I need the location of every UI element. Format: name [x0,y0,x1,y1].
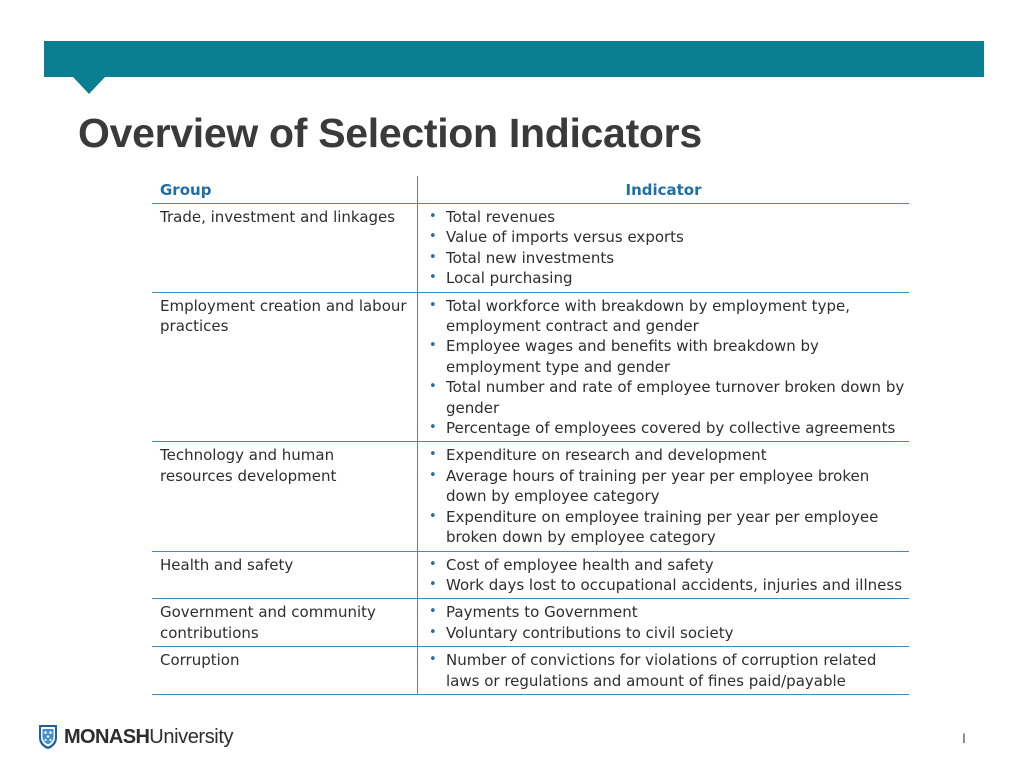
logo-wordmark-monash: MONASH [64,725,150,748]
group-column-header: Group [152,176,418,204]
group-cell: Government and community contributions [152,599,418,647]
indicator-text: Total new investments [446,248,615,267]
bullet-icon: • [429,576,437,592]
banner-notch [73,77,105,94]
indicator-item [426,575,905,595]
bullet-icon: • [429,467,437,483]
indicator-item [426,445,905,465]
indicators-table-container [152,176,909,695]
bullet-icon: • [429,338,437,354]
indicator-list [426,602,905,643]
indicator-item [426,418,905,438]
monash-university-logo [38,722,233,752]
group-cell: Technology and human resources development [152,442,418,551]
indicator-text: Employee wages and benefits with breakdown by employment type and gender [446,337,819,376]
indicator-list [426,445,905,547]
indicator-item [426,623,905,643]
table-row [152,599,909,647]
table-row [152,204,909,293]
bullet-icon: • [429,508,437,524]
table-row [152,551,909,599]
bullet-icon: • [429,604,437,620]
indicator-text: Total revenues [446,208,556,226]
indicator-item [426,207,905,227]
indicator-item [426,377,905,418]
bullet-icon: • [429,379,437,395]
logo-wordmark-university: University [149,725,234,748]
indicator-item [426,602,905,622]
bullet-icon: • [429,624,437,640]
table-body [152,204,909,695]
indicator-item [426,507,905,548]
page-title: Overview of Selection Indicators [78,110,702,156]
bullet-icon: • [429,249,437,265]
indicator-text: Cost of employee health and safety [446,555,714,574]
bullet-icon: • [429,229,437,245]
indicator-item [426,336,905,377]
indicator-column-header: Indicator [418,176,910,204]
monash-crest-icon [38,724,58,750]
bullet-icon: • [429,420,437,436]
indicator-cell [418,551,910,599]
table-header-row [152,176,909,204]
bullet-icon: • [429,297,437,313]
indicator-list [426,555,905,596]
indicator-list [426,650,905,691]
indicator-cell [418,442,910,551]
indicator-item [426,248,905,268]
indicator-text: Average hours of training per year per employee broken down by employee category [446,466,870,506]
indicator-item [426,268,905,288]
indicator-item [426,650,905,691]
indicator-list [426,207,905,289]
indicator-item [426,227,905,247]
indicator-text: Total number and rate of employee turnover broken down by gender [446,378,905,417]
group-cell: Health and safety [152,551,418,599]
group-cell: Trade, investment and linkages [152,204,418,293]
bullet-icon: • [429,447,437,463]
group-cell: Corruption [152,647,418,695]
indicator-text: Work days lost to occupational accidents, injuries and illness [446,575,903,594]
indicator-text: Total workforce with breakdown by employment type, employment contract and gender [446,296,850,336]
indicators-table [152,176,909,695]
bullet-icon: • [429,209,437,224]
bullet-icon: • [429,270,437,286]
table-row [152,442,909,551]
indicator-text: Percentage of employees covered by collective agreements [446,419,896,438]
table-row [152,647,909,695]
top-banner [44,41,984,77]
group-cell: Employment creation and labour practices [152,292,418,442]
indicator-text: Number of convictions for violations of corruption related laws or regulations and amount of fines paid/payable [446,651,877,690]
page-number: I [962,730,966,746]
indicator-text: Payments to Government [446,603,638,622]
indicator-cell [418,599,910,647]
indicator-item [426,466,905,507]
bullet-icon: • [429,556,437,572]
indicator-item [426,296,905,337]
bullet-icon: • [429,652,437,668]
indicator-text: Expenditure on employee training per year per employee broken down by employee category [446,507,879,547]
indicator-item [426,555,905,575]
indicator-cell [418,292,910,442]
indicator-text: Local purchasing [446,269,573,288]
indicator-cell [418,204,910,293]
table-row [152,292,909,442]
indicator-text: Expenditure on research and development [446,446,767,465]
indicator-cell [418,647,910,695]
indicator-text: Value of imports versus exports [446,228,684,247]
indicator-list [426,296,905,439]
indicator-text: Voluntary contributions to civil society [446,623,734,642]
